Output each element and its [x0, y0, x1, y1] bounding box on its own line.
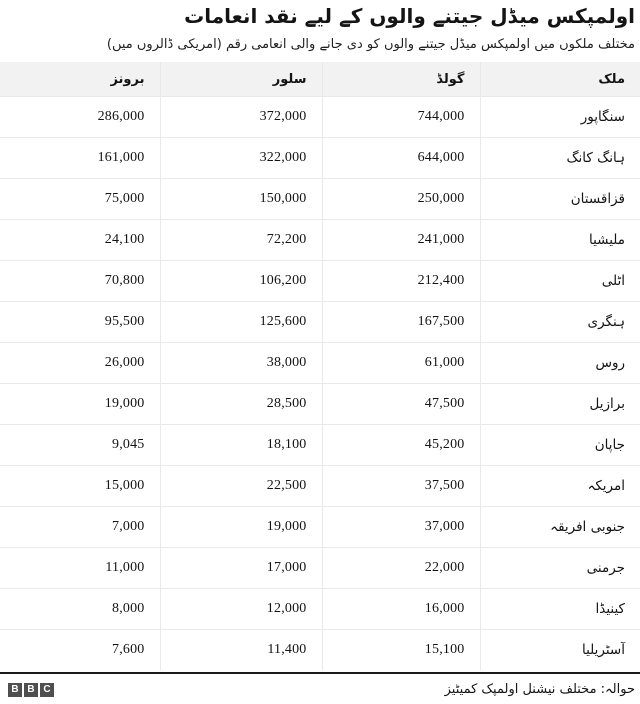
- cell-bronze: 286,000: [0, 97, 160, 138]
- table-row: [0, 548, 640, 589]
- table-row: [0, 179, 640, 220]
- cell-country: ہانگ کانگ: [480, 138, 640, 179]
- column-header-silver: سلور: [160, 62, 322, 97]
- cell-silver: 106,200: [160, 261, 322, 302]
- table-row: [0, 302, 640, 343]
- cell-gold: 16,000: [322, 589, 480, 630]
- cell-gold: 47,500: [322, 384, 480, 425]
- cell-silver: 11,400: [160, 630, 322, 671]
- cell-silver: 372,000: [160, 97, 322, 138]
- column-header-bronze: برونز: [0, 62, 160, 97]
- table-row: [0, 630, 640, 671]
- table-row: [0, 507, 640, 548]
- bbc-logo-icon: [8, 683, 54, 697]
- column-header-country: ملک: [480, 62, 640, 97]
- cell-gold: 250,000: [322, 179, 480, 220]
- cell-bronze: 95,500: [0, 302, 160, 343]
- table-row: [0, 589, 640, 630]
- cell-country: ہنگری: [480, 302, 640, 343]
- table-row: [0, 261, 640, 302]
- cell-silver: 22,500: [160, 466, 322, 507]
- cell-silver: 125,600: [160, 302, 322, 343]
- cell-gold: 167,500: [322, 302, 480, 343]
- cell-country: قزاقستان: [480, 179, 640, 220]
- table-row: [0, 220, 640, 261]
- cell-silver: 17,000: [160, 548, 322, 589]
- cell-gold: 744,000: [322, 97, 480, 138]
- cell-bronze: 9,045: [0, 425, 160, 466]
- cell-country: جاپان: [480, 425, 640, 466]
- cell-country: آسٹریلیا: [480, 630, 640, 671]
- cell-country: جنوبی افریقہ: [480, 507, 640, 548]
- column-header-gold: گولڈ: [322, 62, 480, 97]
- cell-silver: 150,000: [160, 179, 322, 220]
- bbc-logo-block: B: [8, 683, 22, 697]
- cell-gold: 644,000: [322, 138, 480, 179]
- cell-silver: 322,000: [160, 138, 322, 179]
- cell-country: روس: [480, 343, 640, 384]
- footer: [0, 674, 640, 697]
- cell-silver: 38,000: [160, 343, 322, 384]
- cell-bronze: 19,000: [0, 384, 160, 425]
- cell-country: سنگاپور: [480, 97, 640, 138]
- bbc-logo-block: B: [24, 683, 38, 697]
- cell-country: کینیڈا: [480, 589, 640, 630]
- cell-bronze: 70,800: [0, 261, 160, 302]
- cell-bronze: 26,000: [0, 343, 160, 384]
- cell-gold: 61,000: [322, 343, 480, 384]
- table-row: [0, 343, 640, 384]
- header-row: [0, 62, 640, 97]
- table-body: [0, 97, 640, 671]
- cell-bronze: 7,000: [0, 507, 160, 548]
- cell-country: جرمنی: [480, 548, 640, 589]
- table-row: [0, 384, 640, 425]
- cell-bronze: 8,000: [0, 589, 160, 630]
- cell-bronze: 24,100: [0, 220, 160, 261]
- cell-gold: 15,100: [322, 630, 480, 671]
- cell-bronze: 15,000: [0, 466, 160, 507]
- cell-country: برازیل: [480, 384, 640, 425]
- table-row: [0, 425, 640, 466]
- cell-silver: 72,200: [160, 220, 322, 261]
- cell-country: ملیشیا: [480, 220, 640, 261]
- cell-gold: 37,500: [322, 466, 480, 507]
- page-title: اولمپکس میڈل جیتنے والوں کے لیے نقد انعامات: [184, 4, 635, 28]
- table-row: [0, 138, 640, 179]
- source-text: حوالہ: مختلف نیشنل اولمپک کمیٹیز: [444, 682, 635, 697]
- prize-table: [0, 62, 640, 670]
- cell-country: امریکہ: [480, 466, 640, 507]
- cell-silver: 28,500: [160, 384, 322, 425]
- bbc-logo-block: C: [40, 683, 54, 697]
- table-row: [0, 97, 640, 138]
- cell-gold: 241,000: [322, 220, 480, 261]
- cell-gold: 37,000: [322, 507, 480, 548]
- table-row: [0, 466, 640, 507]
- cell-country: اٹلی: [480, 261, 640, 302]
- cell-silver: 19,000: [160, 507, 322, 548]
- cell-gold: 45,200: [322, 425, 480, 466]
- cell-bronze: 161,000: [0, 138, 160, 179]
- page-subtitle: مختلف ملکوں میں اولمپکس میڈل جیتنے والوں کو دی جانے والی انعامی رقم (امریکی ڈالروں میں): [106, 37, 635, 52]
- cell-gold: 22,000: [322, 548, 480, 589]
- cell-silver: 12,000: [160, 589, 322, 630]
- cell-bronze: 7,600: [0, 630, 160, 671]
- cell-bronze: 11,000: [0, 548, 160, 589]
- table-header: [0, 62, 640, 97]
- cell-bronze: 75,000: [0, 179, 160, 220]
- cell-silver: 18,100: [160, 425, 322, 466]
- cell-gold: 212,400: [322, 261, 480, 302]
